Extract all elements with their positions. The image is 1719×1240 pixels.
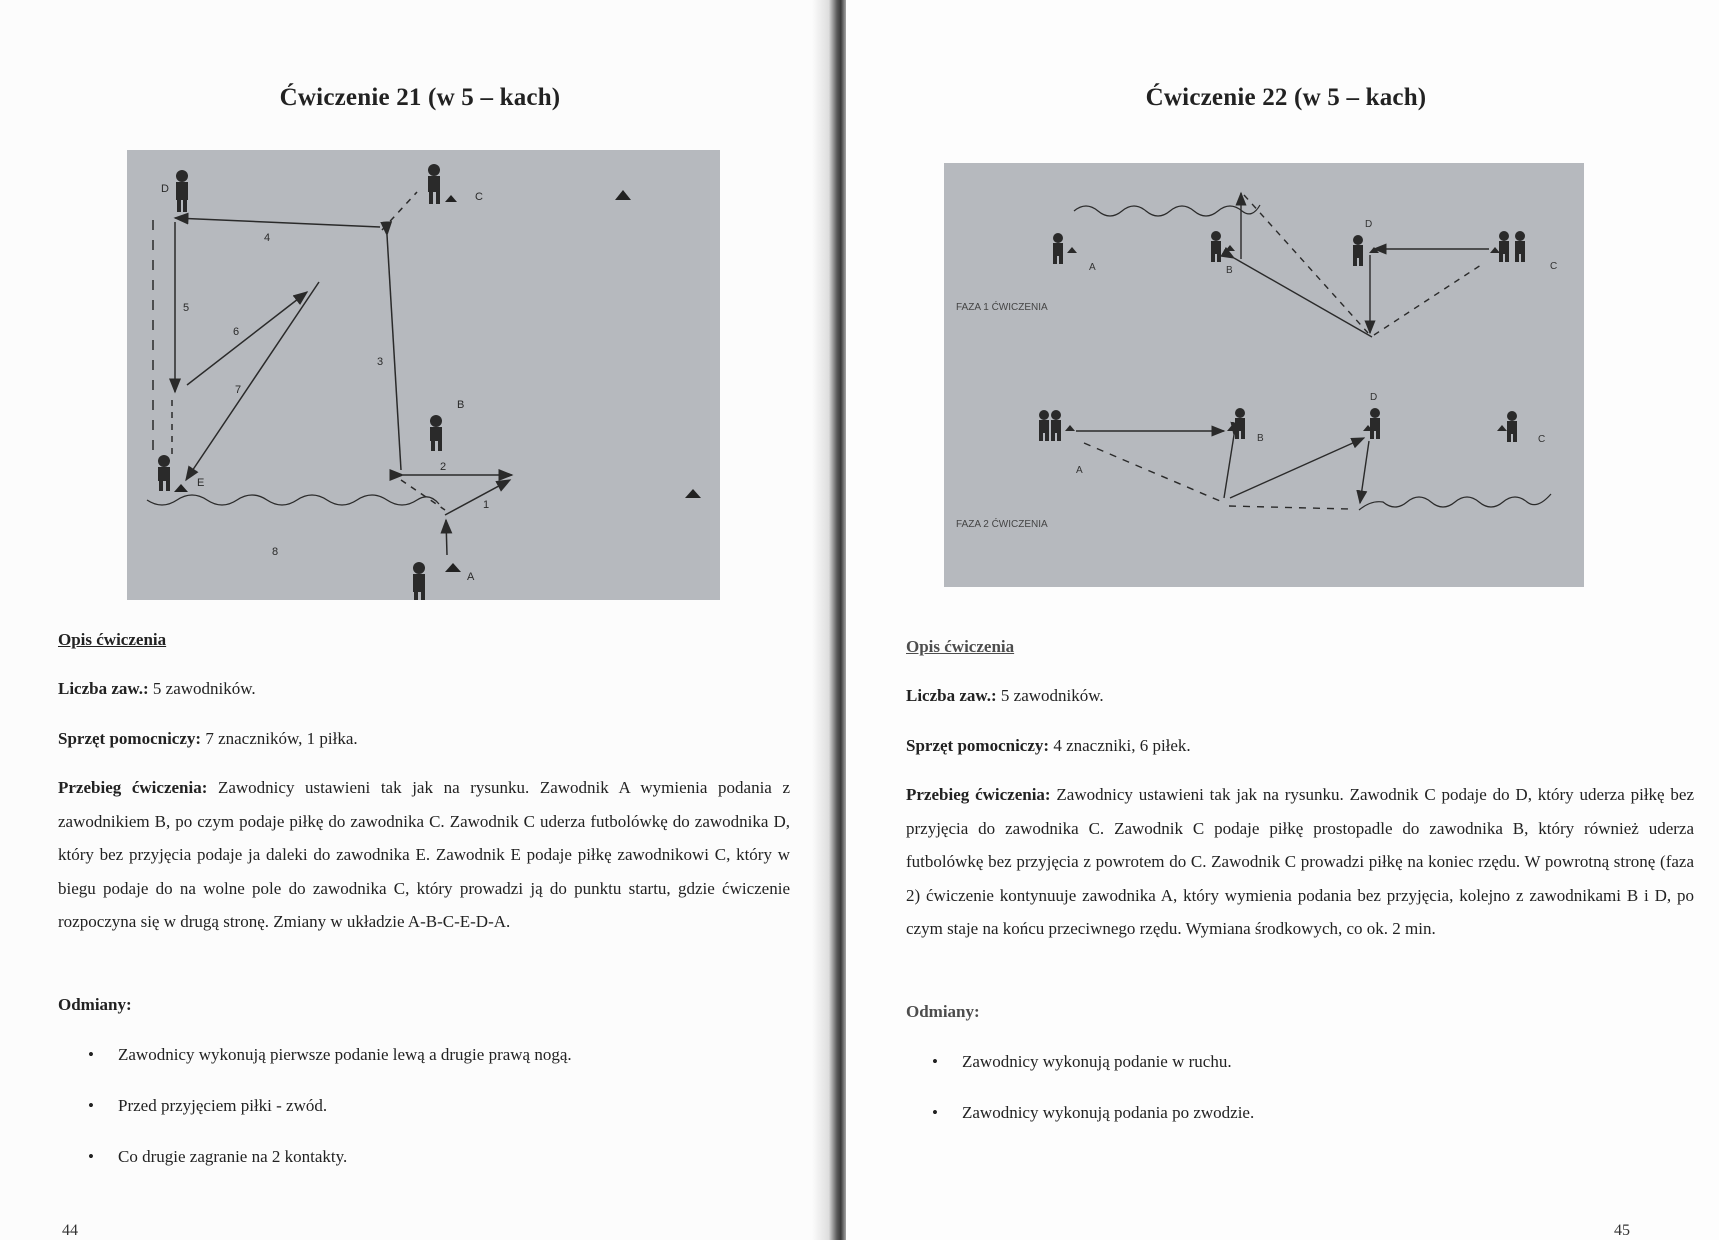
- exercise-course-text: Zawodnicy ustawieni tak jak na rysunku. Zawodnik A wymienia podania z zawodnikiem B, po czym podaje piłkę do zawodnika C. Zawodnik C uderza futbolówkę do zawodnika D, który bez przyjęcia podaje ja daleki do zawodnika E. Zawodnik E podaje piłkę zawodnikowi C, który w biegu podaje do na wolne pole do zawodnika C, który prowadzi ją do punktu startu, gdzie ćwiczenie rozpoczyna się w drugą stronę. Zmiany w układzie A-B-C-E-D-A.: [58, 778, 790, 931]
- arrow-number: 7: [235, 384, 242, 396]
- players-count-label: Liczba zaw.:: [906, 686, 997, 705]
- variations-heading-text: Odmiany:: [58, 995, 132, 1014]
- exercise-course-label: Przebieg ćwiczenia:: [906, 785, 1051, 804]
- player-figure: [1353, 235, 1363, 266]
- arrow-number: 4: [264, 232, 271, 244]
- variation-item: • Zawodnicy wykonują podania po zwodzie.: [932, 1103, 1692, 1154]
- cone-marker: [445, 563, 461, 572]
- exercise-title: Ćwiczenie 22 (w 5 – kach): [1145, 84, 1427, 111]
- description-heading: Opis ćwiczenia: [58, 630, 167, 649]
- equipment-value: 4 znaczniki, 6 piłek.: [1049, 736, 1191, 755]
- player-label: B: [1226, 265, 1233, 276]
- variations-heading: [58, 988, 132, 1022]
- players-count-value: 5 zawodników.: [996, 686, 1104, 705]
- arrow-number: 1: [483, 499, 490, 511]
- variations-heading: [906, 995, 980, 1029]
- right-page: [846, 0, 1719, 1240]
- arrow-number: 6: [233, 326, 240, 338]
- player-label: A: [1076, 465, 1083, 476]
- exercise-course: [58, 771, 790, 939]
- cone-marker: [685, 489, 701, 498]
- exercise-22-diagram: [944, 163, 1584, 587]
- player-figure: [1211, 231, 1221, 262]
- player-figure: [1053, 233, 1063, 264]
- player-label: B: [1257, 433, 1264, 444]
- variation-item: • Co drugie zagranie na 2 kontakty.: [88, 1147, 788, 1198]
- equipment: [906, 729, 1191, 763]
- equipment-value: 7 znaczników, 1 piłka.: [201, 729, 358, 748]
- variations-list: [88, 1045, 788, 1198]
- variation-item: • Przed przyjęciem piłki - zwód.: [88, 1096, 788, 1147]
- player-figure: [1051, 410, 1061, 441]
- equipment: [58, 722, 358, 756]
- player-label: C: [1538, 434, 1546, 445]
- player-figure: [158, 455, 170, 491]
- exercise-title: Ćwiczenie 21 (w 5 – kach): [279, 84, 561, 111]
- left-page: [0, 0, 826, 1240]
- page-number: 45: [1614, 1222, 1630, 1239]
- player-figure: [428, 164, 440, 204]
- player-figure: [1499, 231, 1509, 262]
- exercise-course-label: Przebieg ćwiczenia:: [58, 778, 208, 797]
- variation-item: • Zawodnicy wykonują pierwsze podanie lewą a drugie prawą nogą.: [88, 1045, 788, 1096]
- arrow-number: 8: [272, 546, 279, 558]
- exercise-course-text: Zawodnicy ustawieni tak jak na rysunku. Zawodnik C podaje do D, który uderza piłkę bez przyjęcia do zawodnika C. Zawodnik C podaje piłkę prostopadle do zawodnika B, który również uderza futbolówkę bez przyjęcia z powrotem do C. Zawodnik C prowadzi piłkę na koniec rzędu. W powrotną stronę (faza 2) ćwiczenie kontynuuje zawodnika A, który wymienia podania bez przyjęcia, kolejno z zawodnikami B i D, po czym staje na końcu przeciwnego rzędu. Wymiana środkowych, co ok. 2 min.: [906, 785, 1694, 938]
- variations-heading-text: Odmiany:: [906, 1002, 980, 1021]
- player-figure: [1507, 411, 1517, 442]
- variation-item: • Zawodnicy wykonują podanie w ruchu.: [932, 1052, 1692, 1103]
- player-figure: [176, 170, 188, 212]
- arrow-number: 2: [440, 461, 447, 473]
- players-count-value: 5 zawodników.: [148, 679, 256, 698]
- player-label: C: [475, 191, 483, 203]
- exercise-course: [906, 778, 1694, 946]
- arrow-number: 5: [183, 302, 190, 314]
- player-figure: [1515, 231, 1525, 262]
- phase-1-label: FAZA 1 ĆWICZENIA: [956, 302, 1048, 313]
- cone-marker: [615, 190, 631, 200]
- equipment-label: Sprzęt pomocniczy:: [906, 736, 1050, 755]
- player-label: D: [1370, 392, 1378, 403]
- phase-2-label: FAZA 2 ĆWICZENIA: [956, 519, 1048, 530]
- player-figure: [1039, 410, 1049, 441]
- players-count: [58, 672, 256, 706]
- description-heading: Opis ćwiczenia: [906, 637, 1015, 656]
- player-label: D: [1365, 219, 1373, 230]
- page-number: 44: [62, 1222, 78, 1239]
- player-label: A: [1089, 262, 1096, 273]
- player-label: E: [197, 477, 205, 489]
- players-count: [906, 679, 1104, 713]
- arrow-number: 3: [377, 356, 384, 368]
- exercise-21-diagram: [127, 150, 720, 600]
- player-figure: [1370, 408, 1380, 439]
- player-label: C: [1550, 261, 1558, 272]
- players-count-label: Liczba zaw.:: [58, 679, 149, 698]
- equipment-label: Sprzęt pomocniczy:: [58, 729, 202, 748]
- player-label: A: [467, 571, 475, 583]
- player-figure: [413, 562, 425, 600]
- player-label: D: [161, 183, 169, 195]
- variations-list: [932, 1052, 1692, 1154]
- player-figure: [430, 415, 442, 451]
- player-label: B: [457, 399, 465, 411]
- player-figure: [1235, 408, 1245, 439]
